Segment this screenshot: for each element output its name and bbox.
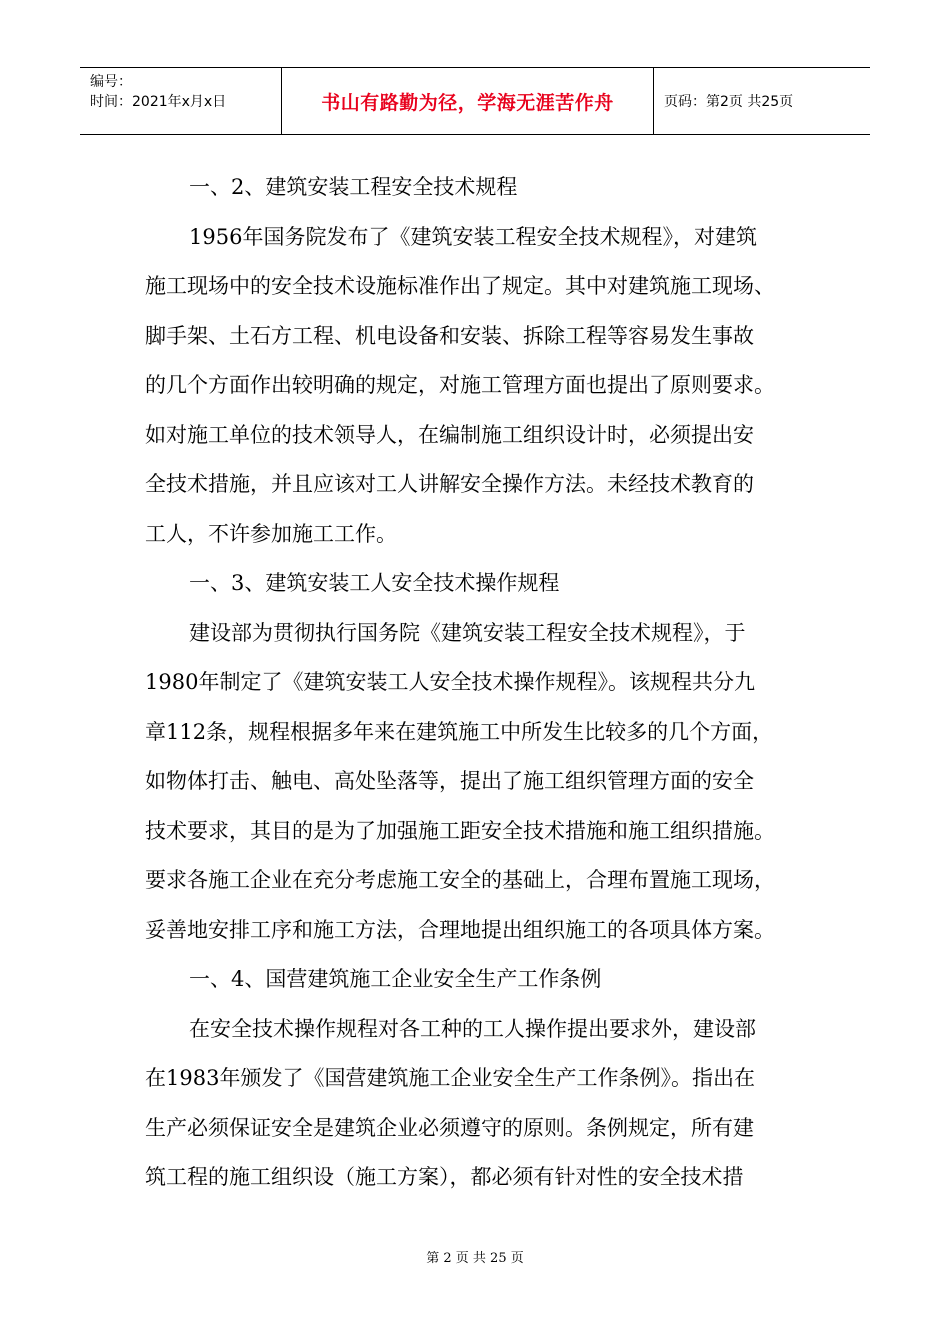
paragraph-line: 筑工程的施工组织设（施工方案），都必须有针对性的安全技术措 xyxy=(145,1165,744,1189)
paragraph-line: 工人，不许参加施工工作。 xyxy=(145,521,397,546)
paragraph-line: 1956年国务院发布了《建筑安装工程安全技术规程》，对建筑 xyxy=(189,224,757,249)
document-date-label: 时间：2021年x月x日 xyxy=(90,94,227,110)
paragraph-line: 生产必须保证安全是建筑企业必须遵守的原则。条例规定，所有建 xyxy=(145,1115,754,1140)
paragraph-line: 技术要求，其目的是为了加强施工距安全技术措施和施工组织措施。 xyxy=(145,818,775,843)
paragraph-line: 的几个方面作出较明确的规定，对施工管理方面也提出了原则要求。 xyxy=(145,373,775,397)
section-heading: 一、2、建筑安装工程安全技术规程 xyxy=(189,175,518,199)
paragraph-line: 如物体打击、触电、高处坠落等，提出了施工组织管理方面的安全 xyxy=(145,769,754,793)
paragraph-line: 章112条，规程根据多年来在建筑施工中所发生比较多的几个方面， xyxy=(145,719,774,744)
header-meta xyxy=(80,68,282,134)
paragraph-line: 全技术措施，并且应该对工人讲解安全操作方法。未经技术教育的 xyxy=(145,472,754,496)
paragraph-line: 施工现场中的安全技术设施标准作出了规定。其中对建筑施工现场、 xyxy=(145,274,775,298)
section-heading: 一、3、建筑安装工人安全技术操作规程 xyxy=(189,571,560,595)
document-body xyxy=(145,163,815,1203)
document-number-label: 编号： xyxy=(90,74,132,90)
paragraph-line: 在1983年颁发了《国营建筑施工企业安全生产工作条例》。指出在 xyxy=(145,1066,755,1090)
paragraph-line: 1980年制定了《建筑安装工人安全技术操作规程》。该规程共分九 xyxy=(145,670,755,694)
header-motto: 书山有路勤为径，学海无涯苦作舟 xyxy=(282,68,654,134)
header-page-info: 页码：第2页 共25页 xyxy=(664,94,794,110)
paragraph-line: 脚手架、土石方工程、机电设备和安装、拆除工程等容易发生事故 xyxy=(145,323,754,348)
paragraph-line: 如对施工单位的技术领导人，在编制施工组织设计时，必须提出安 xyxy=(145,422,754,447)
paragraph-line: 建设部为贯彻执行国务院《建筑安装工程安全技术规程》，于 xyxy=(189,620,746,645)
paragraph-line: 在安全技术操作规程对各工种的工人操作提出要求外，建设部 xyxy=(189,1016,756,1041)
page-header xyxy=(80,67,870,135)
page-footer: 第 2 页 共 25 页 xyxy=(426,1251,524,1266)
section-heading: 一、4、国营建筑施工企业安全生产工作条例 xyxy=(189,967,602,991)
paragraph-line: 妥善地安排工序和施工方法，合理地提出组织施工的各项具体方案。 xyxy=(145,917,775,942)
paragraph-line: 要求各施工企业在充分考虑施工安全的基础上，合理布置施工现场， xyxy=(145,868,775,892)
